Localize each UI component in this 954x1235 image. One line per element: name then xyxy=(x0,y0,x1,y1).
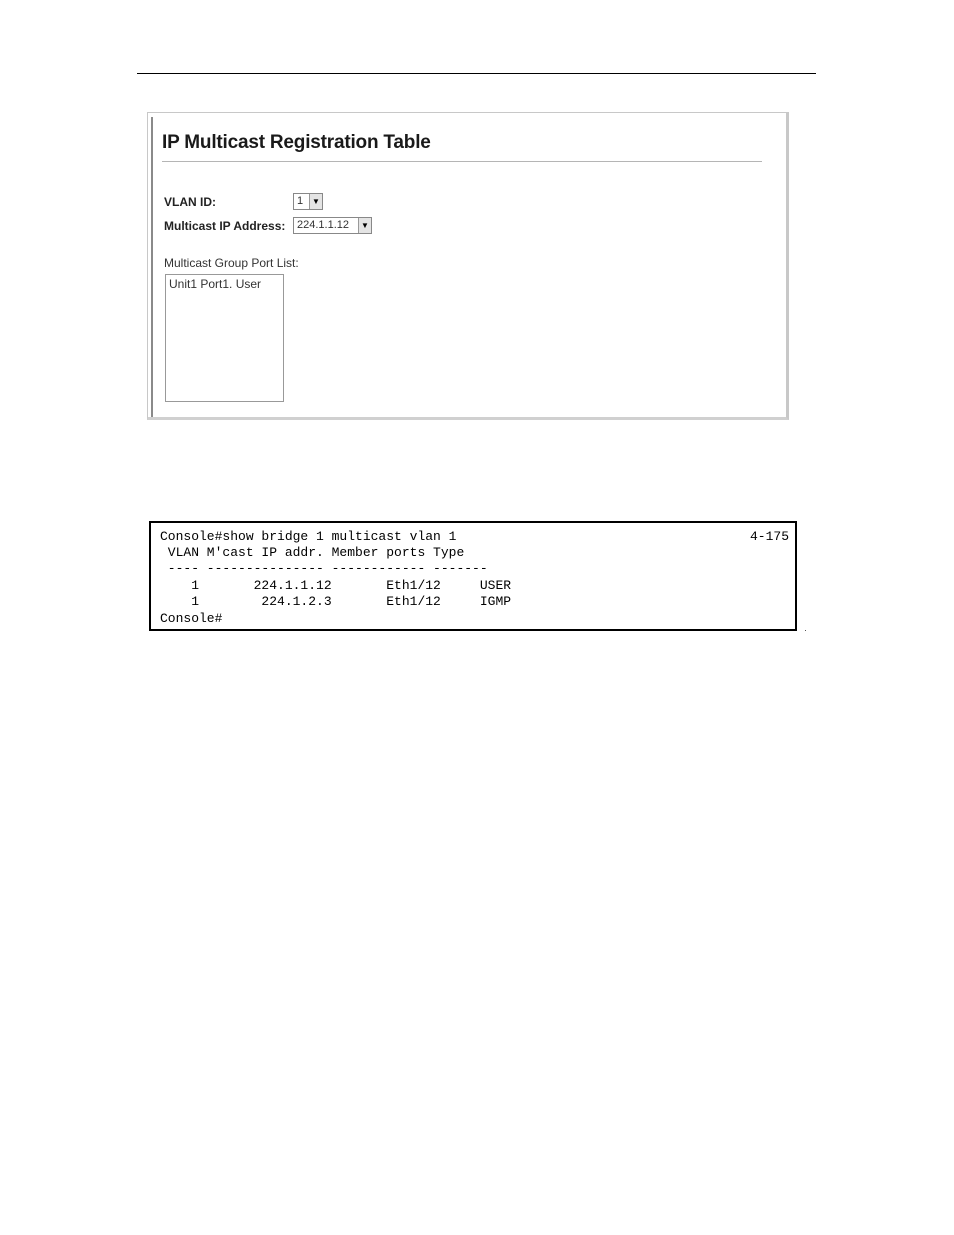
vlan-id-select[interactable] xyxy=(293,193,323,210)
chevron-down-icon[interactable]: ▼ xyxy=(358,218,371,233)
port-list-box[interactable] xyxy=(165,274,284,402)
console-line: 1 224.1.2.3 Eth1/12 IGMP xyxy=(160,594,512,609)
console-line: VLAN M'cast IP addr. Member ports Type xyxy=(160,545,465,560)
scan-artifact xyxy=(805,630,806,631)
multicast-registration-panel xyxy=(147,112,789,420)
multicast-ip-label: Multicast IP Address: xyxy=(164,219,286,233)
title-divider xyxy=(162,161,762,162)
page-reference: 4-175 xyxy=(749,529,789,544)
console-line: ---- --------------- ------------ ------- xyxy=(160,561,488,576)
console-line: Console# xyxy=(160,611,223,626)
vlan-id-label: VLAN ID: xyxy=(164,195,216,209)
multicast-ip-value: 224.1.1.12 xyxy=(297,219,349,231)
console-line: 1 224.1.1.12 Eth1/12 USER xyxy=(160,578,512,593)
list-item[interactable]: Unit1 Port1. User xyxy=(169,277,262,291)
console-line: Console#show bridge 1 multicast vlan 1 xyxy=(160,529,457,544)
header-rule xyxy=(137,73,816,74)
console-output xyxy=(149,521,797,631)
port-list-label: Multicast Group Port List: xyxy=(164,256,299,270)
panel-title: IP Multicast Registration Table xyxy=(162,132,431,153)
vlan-id-value: 1 xyxy=(297,195,304,207)
chevron-down-icon[interactable]: ▼ xyxy=(309,194,322,209)
multicast-ip-select[interactable] xyxy=(293,217,372,234)
